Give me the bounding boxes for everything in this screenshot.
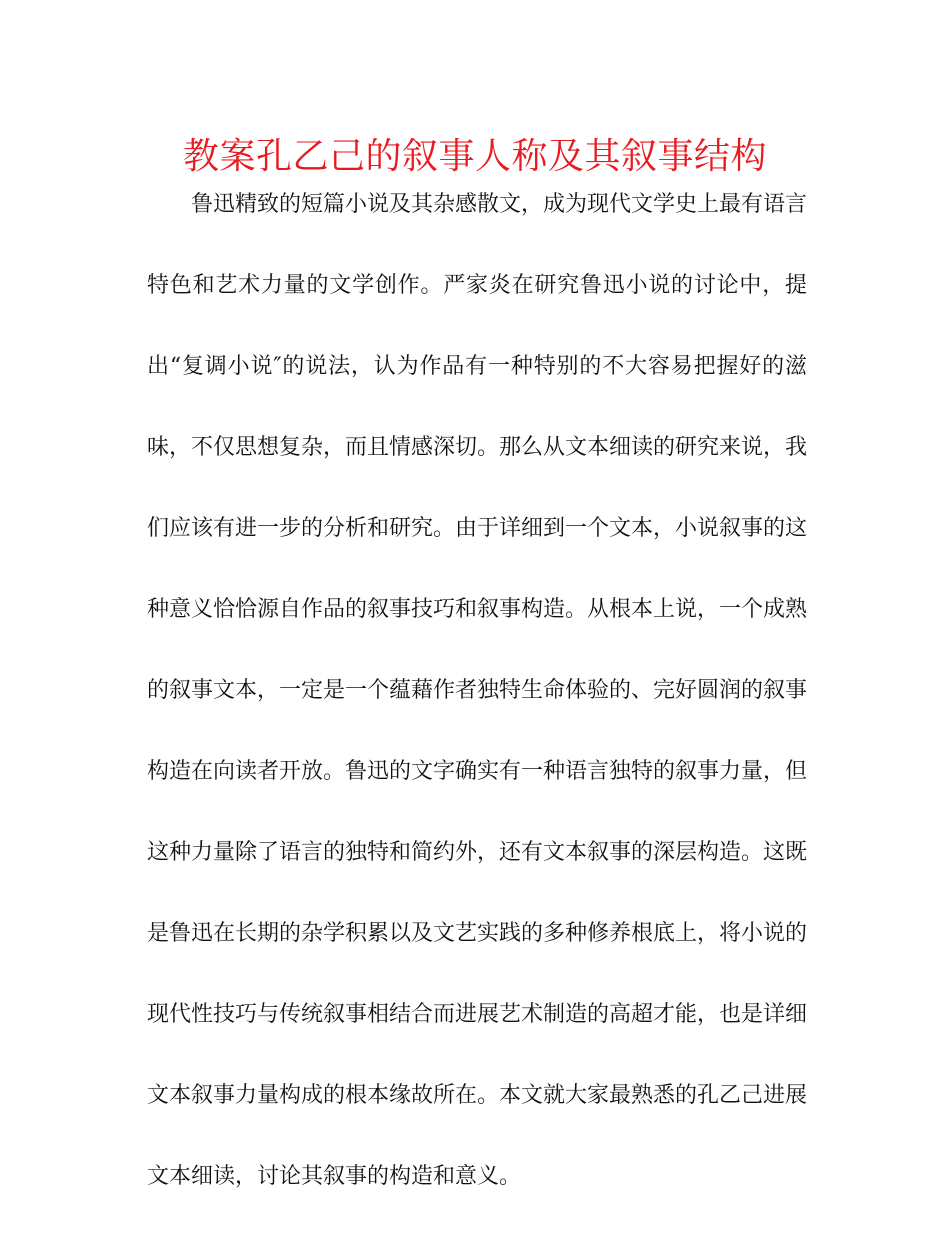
- paragraph-line: 这种力量除了语言的独特和简约外，还有文本叙事的深层构造。这既: [147, 840, 808, 865]
- paragraph-line: 文本叙事力量构成的根本缘故所在。本文就大家最熟悉的孔乙己进展: [147, 1083, 808, 1108]
- paragraph-line: 出“复调小说″的说法，认为作品有一种特别的不大容易把握好的滋: [147, 354, 807, 379]
- paragraph-line: 构造在向读者开放。鲁迅的文字确实有一种语言独特的叙事力量，但: [147, 759, 808, 784]
- paragraph-line: 特色和艺术力量的文学创作。严家炎在研究鲁迅小说的讨论中，提: [147, 273, 807, 298]
- paragraph-line: 现代性技巧与传统叙事相结合而进展艺术制造的高超才能，也是详细: [147, 1002, 808, 1027]
- paragraph-line: 鲁迅精致的短篇小说及其杂感散文，成为现代文学史上最有语言: [191, 192, 808, 217]
- page-title: 教案孔乙己的叙事人称及其叙事结构: [182, 136, 767, 177]
- paragraph-line: 味，不仅思想复杂，而且情感深切。那么从文本细读的研究来说，我: [147, 435, 808, 460]
- paragraph-line: 文本细读，讨论其叙事的构造和意义。: [147, 1164, 522, 1189]
- paragraph-line: 的叙事文本，一定是一个蕴藉作者独特生命体验的、完好圆润的叙事: [147, 678, 808, 703]
- body-paragraph: [147, 183, 807, 1236]
- paragraph-line: 种意义恰恰源自作品的叙事技巧和叙事构造。从根本上说，一个成熟: [147, 597, 808, 622]
- paragraph-line: 们应该有进一步的分析和研究。由于详细到一个文本，小说叙事的这: [147, 516, 808, 541]
- paragraph-line: 是鲁迅在长期的杂学积累以及文艺实践的多种修养根底上，将小说的: [147, 921, 808, 946]
